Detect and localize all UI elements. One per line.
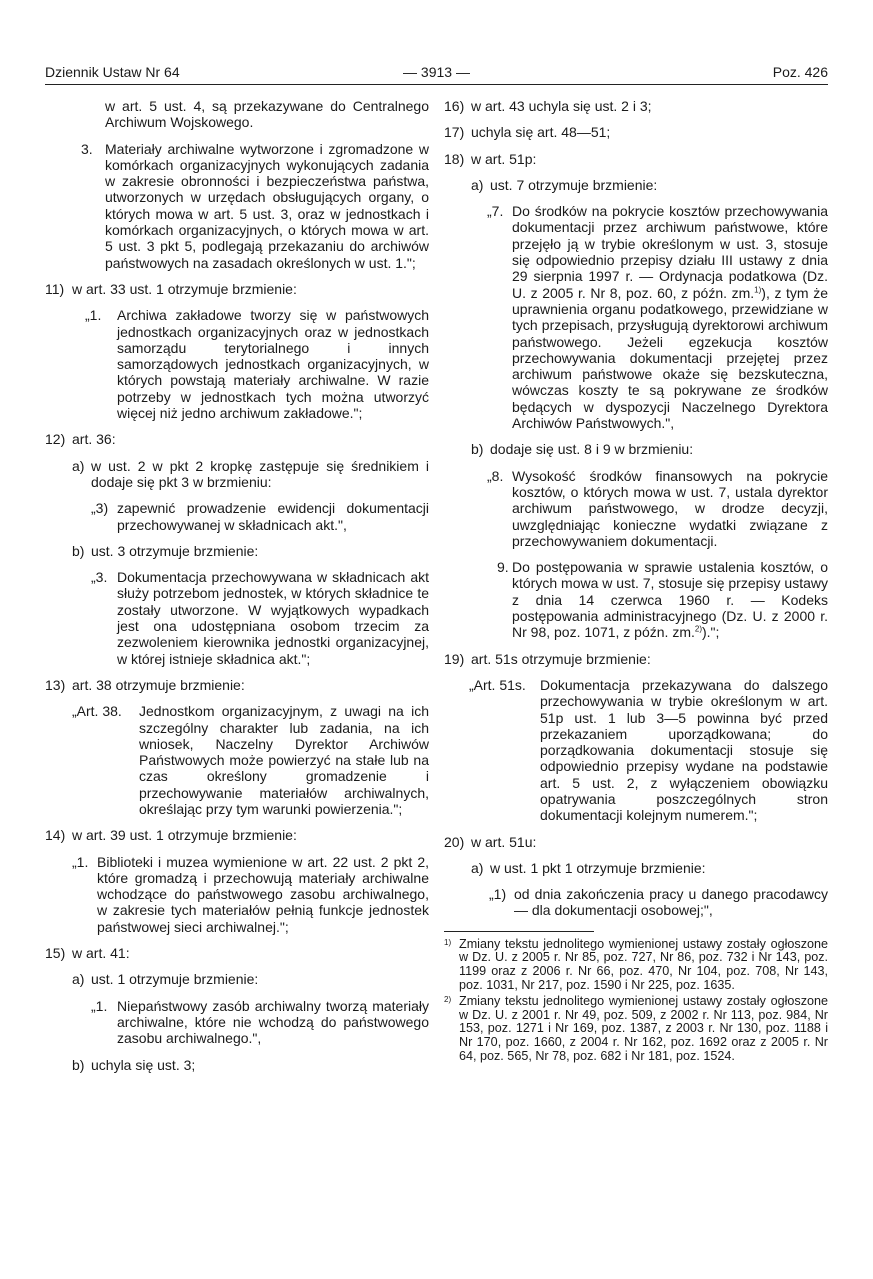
subitem-text: ust. 3 otrzymuje brzmienie: [91, 542, 259, 559]
item-15b [45, 1057, 429, 1073]
item-text: w art. 51p: [471, 150, 537, 167]
quote-label: „3) [91, 500, 109, 517]
footnote-1: 1) Zmiany tekstu jednolitego wymienionej ustawy zostały ogłoszone w Dz. U. z 2005 r. Nr 85, poz. 727, Nr 86, poz. 732 i Nr 143, poz. 1199 oraz z 2006 r. Nr 66, poz. 470, Nr 104, poz. 708, Nr 143, poz. 1031, Nr 217, poz. 1590 i Nr 225, poz. 1635. [444, 936, 828, 992]
quote-text: Biblioteki i muzea wymienione w art. 22 ust. 2 pkt 2, które gromadzą i przechowują materiały archiwalne wchodzące do państwowego zasobu archiwalnego, w zakresie tych materiałów pełnią funkcje jednostek państwowej sieci archiwalnej."; [97, 853, 429, 935]
right-column [444, 98, 828, 1066]
item-text: w art. 39 ust. 1 otrzymuje brzmienie: [72, 827, 297, 844]
footnote-ref-2: 2) [694, 624, 702, 634]
quote-text: zapewnić prowadzenie ewidencji dokumentacji przechowywanej w składnicach akt.", [117, 500, 429, 533]
position-number: Poz. 426 [772, 64, 828, 80]
subitem-label: a) [72, 457, 85, 474]
item-15 [45, 945, 429, 961]
item-label: 17) [444, 124, 465, 141]
subitem-label: b) [72, 542, 85, 559]
item-19-quote [444, 677, 828, 824]
item-label: 19) [444, 650, 465, 667]
item-20a-quote [444, 886, 828, 919]
subitem-text: dodaje się ust. 8 i 9 w brzmieniu: [490, 441, 694, 458]
quote-text: Jednostkom organizacyjnym, z uwagi na ich szczególny charakter lub zadania, na ich wniosek, Naczelny Dyrektor Archiwów Państwowych może powierzyć na stałe lub na czas określony gromadzenie i przechowywanie materiałów archiwalnych, określając przy tym warunki powierzenia."; [139, 703, 429, 817]
item-text: uchyla się art. 48—51; [471, 124, 611, 141]
item-13-quote [45, 703, 429, 817]
item-13 [45, 677, 429, 693]
item-18 [444, 151, 828, 167]
item-16 [444, 98, 828, 114]
subitem-text: ust. 7 otrzymuje brzmienie: [490, 176, 658, 193]
subitem-label: b) [72, 1056, 85, 1073]
subitem-label: a) [471, 859, 484, 876]
quote-text: Niepaństwowy zasób archiwalny tworzą materiały archiwalne, które nie wchodzą do państwowego zasobu archiwalnego.", [117, 997, 429, 1047]
point-3 [45, 141, 429, 271]
quote-label: 9. [497, 559, 509, 576]
item-18b [444, 441, 828, 457]
page-number: — 3913 — [403, 64, 470, 80]
item-14-quote [45, 854, 429, 935]
item-text: art. 36: [72, 431, 116, 448]
item-20a [444, 860, 828, 876]
item-text: art. 38 otrzymuje brzmienie: [72, 676, 245, 693]
item-text: art. 51s otrzymuje brzmienie: [471, 650, 651, 667]
quote-text: Dokumentacja przechowywana w składnicach akt służy potrzebom jednostek, w których składnice te zostały utworzone. W wyjątkowych wypadkach jest ona udostępniana osobom trzecim za zezwoleniem kierownika jednostki organizacyjnej, w której istnieje składnica akt."; [117, 569, 429, 667]
quote-label: „1. [85, 307, 102, 324]
item-15a-quote [45, 998, 429, 1047]
item-label: 18) [444, 150, 465, 167]
item-18a [444, 177, 828, 193]
quote-label: „1. [91, 997, 108, 1014]
item-12b-quote [45, 569, 429, 667]
subitem-text: ust. 1 otrzymuje brzmienie: [91, 971, 259, 988]
subitem-label: b) [471, 441, 484, 458]
quote-text: Do postępowania w sprawie ustalenia kosztów, o których mowa w ust. 7, stosuje się przepisy ustawy z dnia 14 czerwca 1960 r. — Kodeks postępowania administracyjnego (Dz. U. z 2000 r. Nr 98, poz. 1071, z późn. zm. [512, 559, 828, 641]
left-column [45, 98, 429, 1083]
subitem-label: a) [72, 971, 85, 988]
footnote-ref-1: 1) [754, 285, 762, 295]
footnote-text: Zmiany tekstu jednolitego wymienionej ustawy zostały ogłoszone w Dz. U. z 2005 r. Nr 85, poz. 727, Nr 86, poz. 732 i Nr 143, poz. 1199 oraz z 2006 r. Nr 66, poz. 470, Nr 104, poz. 708, Nr 143, poz. 1031, Nr 217, poz. 1590 i Nr 225, poz. 1635. [459, 936, 828, 992]
quote-label: „7. [487, 203, 504, 220]
quote-text: Dokumentacja przekazywana do dalszego przechowywania w trybie określonym w art. 51p ust. 1 lub 3—5 powinna być przed przekazaniem uporządkowana; do porządkowania dokumentacji stosuje się odpowiednio przepisy wydane na podstawie art. 5 ust. 2, z wyłączeniem obowiązku opatrywania poszczególnych stron dokumentacji kolejnym numerem."; [540, 676, 828, 824]
header-rule [45, 84, 828, 85]
item-12b [45, 543, 429, 559]
item-14 [45, 827, 429, 843]
item-text: w art. 41: [72, 945, 130, 962]
item-15a [45, 971, 429, 987]
subitem-text: w ust. 1 pkt 1 otrzymuje brzmienie: [490, 859, 706, 876]
quote-label: „1) [489, 886, 507, 903]
quote-label: „1. [72, 853, 89, 870]
item-label: 12) [45, 431, 66, 448]
point-label: 3. [81, 140, 93, 157]
item-11-quote [45, 307, 429, 421]
subitem-text: w ust. 2 w pkt 2 kropkę zastępuje się średnikiem i dodaje się pkt 3 w brzmieniu: [91, 457, 429, 490]
item-19 [444, 651, 828, 667]
item-17 [444, 124, 828, 140]
footnote-separator [444, 931, 594, 932]
item-label: 15) [45, 945, 66, 962]
item-label: 16) [444, 98, 465, 114]
page-header [45, 64, 828, 84]
quote-text: Archiwa zakładowe tworzy się w państwowych jednostkach organizacyjnych oraz w jednostkach samorządu terytorialnego i innych samorządowych jednostkach organizacyjnych, w których powstają materiały archiwalne. W razie potrzeby w jednostkach tych można utworzyć więcej niż jedno archiwum zakładowe."; [117, 307, 429, 422]
journal-title: Dziennik Ustaw Nr 64 [45, 64, 180, 80]
item-12a [45, 458, 429, 491]
item-18b-quote-9 [444, 559, 828, 640]
footnote-text: Zmiany tekstu jednolitego wymienionej ustawy zostały ogłoszone w Dz. U. z 2001 r. Nr 49, poz. 509, z 2002 r. Nr 113, poz. 984, Nr 153, poz. 1271 i Nr 169, poz. 1387, z 2003 r. Nr 130, poz. 1188 i Nr 170, poz. 1660, z 2004 r. Nr 162, poz. 1692 oraz z 2005 r. Nr 64, poz. 565, Nr 78, poz. 682 i Nr 181, poz. 1524. [459, 994, 828, 1063]
item-18b-quote-8 [444, 468, 828, 549]
point-text: Materiały archiwalne wytworzone i zgromadzone w komórkach organizacyjnych wykonujących zadania w zakresie obronności i bezpieczeństwa państwa, utworzonych w urzędach obsługujących organy, o których mowa w art. 5 ust. 3, oraz w jednostkach i komórkach organizacyjnych, o których mowa w art. 5 ust. 3 pkt 5, podlegają przekazaniu do archiwów państwowych na zasadach określonych w ust. 1."; [105, 140, 429, 271]
point-2-continuation: w art. 5 ust. 4, są przekazywane do Centralnego Archiwum Wojskowego. [105, 98, 429, 131]
quote-text: Wysokość środków finansowych na pokrycie kosztów, o których mowa w ust. 7, ustala dyrektor archiwum państwowego, w drodze decyzji, uwzględniając konieczne wydatki związane z przechowywaniem dokumentacji. [512, 467, 828, 549]
item-text: w art. 51u: [471, 833, 537, 850]
item-label: 11) [45, 280, 65, 297]
item-text: w art. 33 ust. 1 otrzymuje brzmienie: [72, 280, 297, 297]
quote-text-cont: )."; [702, 624, 720, 641]
item-12 [45, 431, 429, 447]
quote-label: „Art. 51s. [469, 676, 526, 693]
quote-text-cont: ), z tym że uprawnienia organu podatkowego, przewidziane w tych przepisach, przysługują dyrektorowi archiwum państwowego. Jeżeli egzekucja kosztów przechowywania dokumentacji przejętej przez archiwum państwowe okaże się bezskuteczna, wówczas koszty te są pokrywane ze środków będących w dyspozycji Naczelnego Dyrektora Archiwów Państwowych.", [512, 284, 828, 432]
quote-label: „3. [91, 569, 108, 586]
item-18a-quote [444, 203, 828, 431]
item-label: 14) [45, 827, 66, 844]
item-label: 13) [45, 676, 66, 693]
footnote-2: 2) Zmiany tekstu jednolitego wymienionej ustawy zostały ogłoszone w Dz. U. z 2001 r. Nr 49, poz. 509, z 2002 r. Nr 113, poz. 984, Nr 153, poz. 1271 i Nr 169, poz. 1387, z 2003 r. Nr 130, poz. 1188 i Nr 170, poz. 1660, z 2004 r. Nr 162, poz. 1692 oraz z 2005 r. Nr 64, poz. 565, Nr 78, poz. 682 i Nr 181, poz. 1524. [444, 994, 828, 1063]
item-text: w art. 43 uchyla się ust. 2 i 3; [471, 98, 652, 114]
quote-text: od dnia zakończenia pracy u danego pracodawcy — dla dokumentacji osobowej;", [514, 886, 828, 919]
item-20 [444, 834, 828, 850]
quote-label: „8. [487, 467, 504, 484]
quote-label: „Art. 38. [72, 703, 122, 720]
item-11 [45, 281, 429, 297]
subitem-text: uchyla się ust. 3; [91, 1056, 196, 1073]
item-label: 20) [444, 833, 465, 850]
item-12a-quote [45, 500, 429, 533]
quote-text: Do środków na pokrycie kosztów przechowywania dokumentacji przez archiwum państwowe, które przejęło ją w trybie określonym w ust. 3, stosuje się odpowiednio przepisy działu III ustawy z dnia 29 sierpnia 1997 r. — Ordynacja podatkowa (Dz. U. z 2005 r. Nr 8, poz. 60, z późn. zm. [512, 203, 828, 301]
subitem-label: a) [471, 176, 484, 193]
